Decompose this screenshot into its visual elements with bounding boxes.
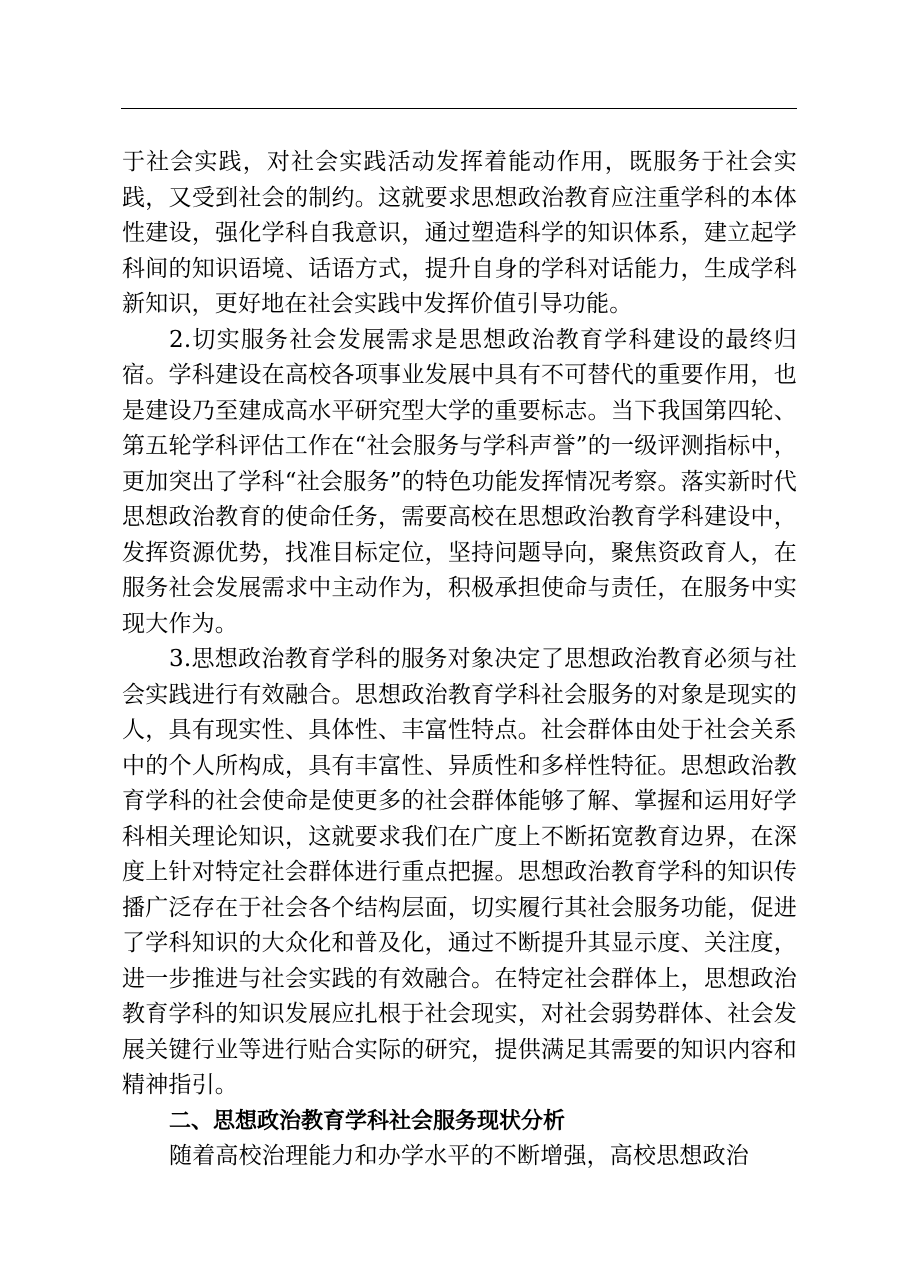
paragraph-point-3: 3.思想政治教育学科的服务对象决定了思想政治教育必须与社会实践进行有效融合。思想政治教育学科社会服务的对象是现实的人，具有现实性、具体性、丰富性特点。社会群体由处于社会关系中的个人所构成，具有丰富性、异质性和多样性特征。思想政治教育学科的社会使命是使更多的社会群体能够了解、掌握和运用好学科相关理论知识，这就要求我们在广度上不断拓宽教育边界，在深度上针对特定社会群体进行重点把握。思想政治教育学科的知识传播广泛存在于社会各个结构层面，切实履行其社会服务功能，促进了学科知识的大众化和普及化，通过不断提升其显示度、关注度，进一步推进与社会实践的有效融合。在特定社会群体上，思想政治教育学科的知识发展应扎根于社会现实，对社会弱势群体、社会发展关键行业等进行贴合实际的研究，提供满足其需要的知识内容和精神指引。	[122, 646, 797, 1098]
document-body	[122, 145, 797, 1175]
paragraph-continued: 于社会实践，对社会实践活动发挥着能动作用，既服务于社会实践，又受到社会的制约。这就要求思想政治教育应注重学科的本体性建设，强化学科自我意识，通过塑造科学的知识体系，建立起学科间的知识语境、话语方式，提升自身的学科对话能力，生成学科新知识，更好地在社会实践中发挥价值引导功能。	[122, 149, 797, 317]
header-rule	[121, 108, 797, 109]
paragraph-section-start: 随着高校治理能力和办学水平的不断增强，高校思想政治	[169, 1143, 749, 1169]
section-heading: 二、思想政治教育学科社会服务现状分析	[169, 1108, 566, 1134]
paragraph-point-2: 2.切实服务社会发展需求是思想政治教育学科建设的最终归宿。学科建设在高校各项事业发展中具有不可替代的重要作用，也是建设乃至建成高水平研究型大学的重要标志。当下我国第四轮、第五轮学科评估工作在“社会服务与学科声誉”的一级评测指标中，更加突出了学科“社会服务”的特色功能发挥情况考察。落实新时代思想政治教育的使命任务，需要高校在思想政治教育学科建设中，发挥资源优势，找准目标定位，坚持问题导向，聚焦资政育人，在服务社会发展需求中主动作为，积极承担使命与责任，在服务中实现大作为。	[122, 326, 797, 637]
